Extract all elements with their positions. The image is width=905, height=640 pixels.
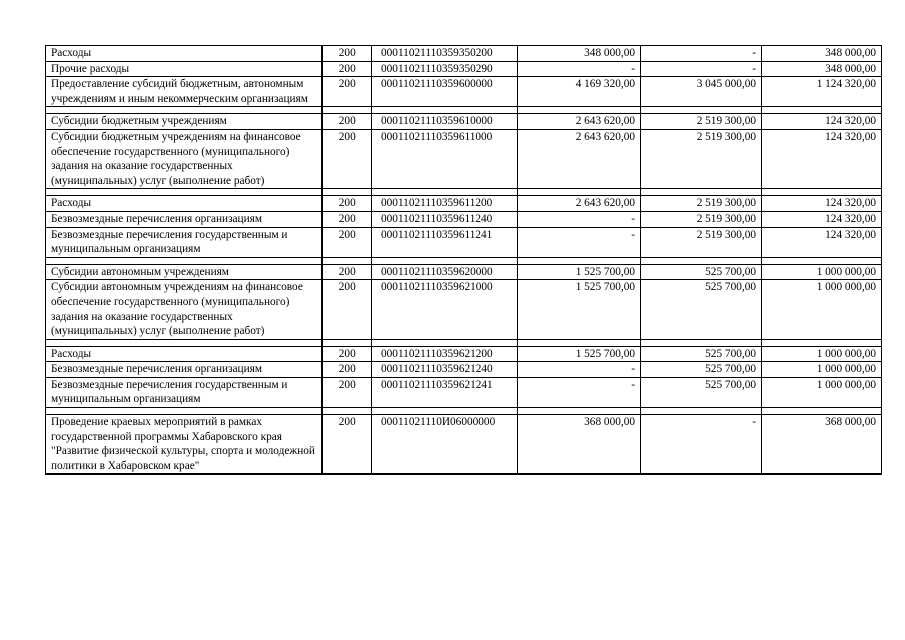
row-unexecuted-amount: 124 320,00 — [762, 129, 882, 188]
row-line-code: 200 — [322, 264, 372, 280]
table-row — [46, 362, 882, 378]
row-name: Расходы — [46, 196, 322, 212]
spacer-row — [46, 408, 882, 415]
spacer-row — [46, 257, 882, 264]
spacer-cell — [518, 339, 641, 346]
spacer-row — [46, 107, 882, 114]
row-approved-amount: 2 643 620,00 — [518, 196, 641, 212]
row-unexecuted-amount: 124 320,00 — [762, 227, 882, 257]
table-row — [46, 196, 882, 212]
spacer-cell — [762, 339, 882, 346]
row-approved-amount: - — [518, 61, 641, 77]
row-executed-amount: - — [641, 46, 762, 62]
spacer-cell — [322, 257, 372, 264]
table-row — [46, 415, 882, 475]
row-executed-amount: 525 700,00 — [641, 346, 762, 362]
spacer-cell — [762, 107, 882, 114]
spacer-cell — [518, 408, 641, 415]
row-unexecuted-amount: 348 000,00 — [762, 46, 882, 62]
spacer-row — [46, 339, 882, 346]
row-name: Расходы — [46, 346, 322, 362]
row-unexecuted-amount: 1 000 000,00 — [762, 280, 882, 339]
spacer-cell — [641, 408, 762, 415]
row-line-code: 200 — [322, 61, 372, 77]
row-approved-amount: - — [518, 362, 641, 378]
row-executed-amount: 525 700,00 — [641, 280, 762, 339]
row-budget-code: 00011021110И06000000 — [372, 415, 518, 475]
row-approved-amount: 4 169 320,00 — [518, 77, 641, 107]
spacer-cell — [372, 107, 518, 114]
spacer-cell — [641, 257, 762, 264]
row-budget-code: 00011021110359611240 — [372, 211, 518, 227]
table-row — [46, 227, 882, 257]
spacer-cell — [322, 189, 372, 196]
table-row — [46, 346, 882, 362]
spacer-cell — [46, 189, 322, 196]
row-line-code: 200 — [322, 415, 372, 475]
row-line-code: 200 — [322, 77, 372, 107]
row-executed-amount: 3 045 000,00 — [641, 77, 762, 107]
row-budget-code: 00011021110359611000 — [372, 129, 518, 188]
row-executed-amount: - — [641, 61, 762, 77]
row-unexecuted-amount: 348 000,00 — [762, 61, 882, 77]
spacer-cell — [762, 189, 882, 196]
row-line-code: 200 — [322, 211, 372, 227]
row-approved-amount: 2 643 620,00 — [518, 129, 641, 188]
budget-execution-table — [45, 45, 882, 475]
row-approved-amount: 1 525 700,00 — [518, 264, 641, 280]
row-approved-amount: - — [518, 377, 641, 407]
spacer-cell — [518, 107, 641, 114]
spacer-cell — [372, 257, 518, 264]
row-unexecuted-amount: 368 000,00 — [762, 415, 882, 475]
spacer-cell — [46, 257, 322, 264]
row-name: Проведение краевых мероприятий в рамках государственной программы Хабаровского края "Развитие физической культуры, спорта и молодежной политики в Хабаровском крае" — [46, 415, 322, 475]
row-unexecuted-amount: 1 000 000,00 — [762, 346, 882, 362]
spacer-cell — [322, 408, 372, 415]
spacer-cell — [641, 189, 762, 196]
row-name: Субсидии бюджетным учреждениям на финансовое обеспечение государственного (муниципального) задания на оказание государственных (муниципальных) услуг (выполнение работ) — [46, 129, 322, 188]
row-unexecuted-amount: 124 320,00 — [762, 196, 882, 212]
row-name: Прочие расходы — [46, 61, 322, 77]
row-line-code: 200 — [322, 362, 372, 378]
table-row — [46, 61, 882, 77]
table-row — [46, 211, 882, 227]
table-row — [46, 129, 882, 188]
row-name: Субсидии бюджетным учреждениям — [46, 114, 322, 130]
row-unexecuted-amount: 1 124 320,00 — [762, 77, 882, 107]
row-budget-code: 00011021110359621000 — [372, 280, 518, 339]
spacer-cell — [46, 339, 322, 346]
spacer-cell — [762, 408, 882, 415]
row-line-code: 200 — [322, 280, 372, 339]
row-approved-amount: 368 000,00 — [518, 415, 641, 475]
spacer-row — [46, 189, 882, 196]
row-budget-code: 00011021110359350200 — [372, 46, 518, 62]
row-name: Расходы — [46, 46, 322, 62]
row-executed-amount: 525 700,00 — [641, 377, 762, 407]
spacer-cell — [518, 189, 641, 196]
row-budget-code: 00011021110359611200 — [372, 196, 518, 212]
spacer-cell — [641, 107, 762, 114]
table-row — [46, 77, 882, 107]
row-approved-amount: 348 000,00 — [518, 46, 641, 62]
row-line-code: 200 — [322, 46, 372, 62]
row-budget-code: 00011021110359610000 — [372, 114, 518, 130]
spacer-cell — [518, 257, 641, 264]
row-executed-amount: 2 519 300,00 — [641, 227, 762, 257]
row-executed-amount: 525 700,00 — [641, 264, 762, 280]
row-executed-amount: 2 519 300,00 — [641, 196, 762, 212]
spacer-cell — [372, 408, 518, 415]
spacer-cell — [322, 107, 372, 114]
row-executed-amount: 2 519 300,00 — [641, 211, 762, 227]
row-executed-amount: - — [641, 415, 762, 475]
spacer-cell — [372, 339, 518, 346]
row-line-code: 200 — [322, 114, 372, 130]
row-unexecuted-amount: 1 000 000,00 — [762, 377, 882, 407]
table-row — [46, 46, 882, 62]
row-name: Безвозмездные перечисления государственным и муниципальным организациям — [46, 227, 322, 257]
row-name: Безвозмездные перечисления организациям — [46, 362, 322, 378]
row-executed-amount: 2 519 300,00 — [641, 129, 762, 188]
row-name: Безвозмездные перечисления государственным и муниципальным организациям — [46, 377, 322, 407]
budget-table-container — [45, 45, 881, 475]
row-unexecuted-amount: 1 000 000,00 — [762, 264, 882, 280]
row-budget-code: 00011021110359621200 — [372, 346, 518, 362]
row-executed-amount: 2 519 300,00 — [641, 114, 762, 130]
row-line-code: 200 — [322, 377, 372, 407]
row-budget-code: 00011021110359350290 — [372, 61, 518, 77]
row-approved-amount: 1 525 700,00 — [518, 280, 641, 339]
row-executed-amount: 525 700,00 — [641, 362, 762, 378]
row-line-code: 200 — [322, 346, 372, 362]
row-budget-code: 00011021110359621240 — [372, 362, 518, 378]
row-approved-amount: - — [518, 227, 641, 257]
row-approved-amount: 1 525 700,00 — [518, 346, 641, 362]
row-budget-code: 00011021110359621241 — [372, 377, 518, 407]
row-approved-amount: 2 643 620,00 — [518, 114, 641, 130]
row-line-code: 200 — [322, 227, 372, 257]
row-name: Субсидии автономным учреждениям на финансовое обеспечение государственного (муниципального) задания на оказание государственных (муниципальных) услуг (выполнение работ) — [46, 280, 322, 339]
spacer-cell — [372, 189, 518, 196]
row-name: Предоставление субсидий бюджетным, автономным учреждениям и иным некоммерческим организациям — [46, 77, 322, 107]
table-row — [46, 377, 882, 407]
spacer-cell — [762, 257, 882, 264]
spacer-cell — [641, 339, 762, 346]
row-unexecuted-amount: 124 320,00 — [762, 211, 882, 227]
row-budget-code: 00011021110359600000 — [372, 77, 518, 107]
row-name: Субсидии автономным учреждениям — [46, 264, 322, 280]
table-row — [46, 280, 882, 339]
row-unexecuted-amount: 124 320,00 — [762, 114, 882, 130]
table-row — [46, 114, 882, 130]
row-line-code: 200 — [322, 129, 372, 188]
row-approved-amount: - — [518, 211, 641, 227]
spacer-cell — [46, 107, 322, 114]
row-unexecuted-amount: 1 000 000,00 — [762, 362, 882, 378]
row-budget-code: 00011021110359611241 — [372, 227, 518, 257]
table-row — [46, 264, 882, 280]
row-line-code: 200 — [322, 196, 372, 212]
spacer-cell — [322, 339, 372, 346]
row-name: Безвозмездные перечисления организациям — [46, 211, 322, 227]
spacer-cell — [46, 408, 322, 415]
row-budget-code: 00011021110359620000 — [372, 264, 518, 280]
